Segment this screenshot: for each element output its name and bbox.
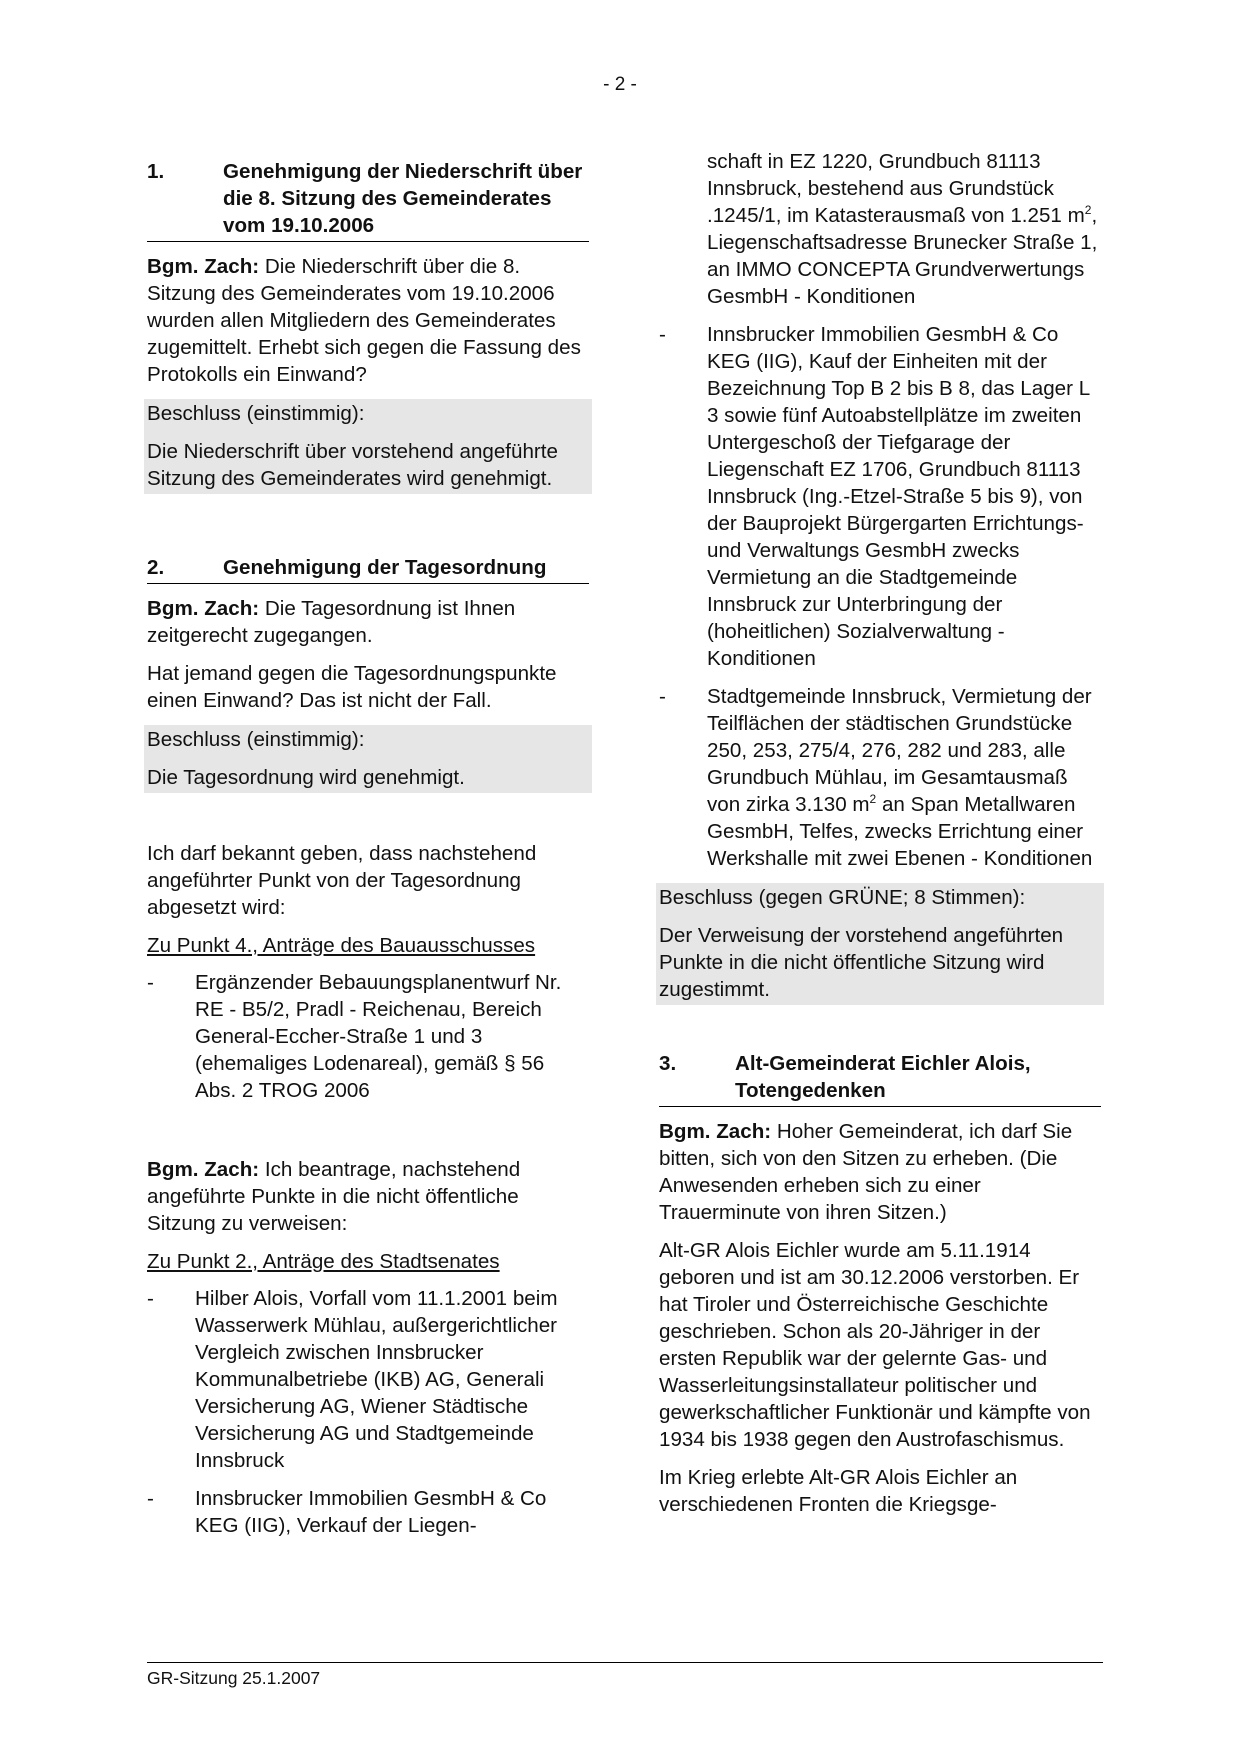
beschluss-label: Beschluss (einstimmig): — [147, 728, 365, 751]
list-item-text-part: Stadtgemeinde Innsbruck, Vermietung der Teilflächen der städtischen Grundstücke 250, 253, 275/4, 276, 282 und 283, alle Grundbuch Mühlau, im Gesamtausmaß von zirka 3.130 m — [707, 685, 1092, 816]
section-number: 3. — [659, 1052, 677, 1075]
paragraph-text: Hoher Gemeinderat, ich darf Sie bitten, sich von den Sitzen zu erheben. (Die Anwesenden erheben sich zu einer Trauerminute von ihren Sitzen.) — [659, 1120, 1073, 1224]
list-item — [659, 683, 1101, 872]
speaker-label: Bgm. Zach: — [147, 255, 260, 278]
paragraph — [147, 253, 589, 388]
footer-divider — [147, 1662, 1103, 1663]
list-item-text: Ergänzender Bebauungsplanentwurf Nr. RE - B5/2, Pradl - Reichenau, Bereich General-Eccher-Straße 1 und 3 (ehemaliges Lodenareal), gemäß § 56 Abs. 2 TROG 2006 — [195, 971, 562, 1102]
beschluss-box — [144, 399, 592, 494]
list-item-text: schaft in EZ 1220, Grundbuch 81113 Innsbruck, bestehend aus Grundstück .1245/1, im Katasterausmaß von 1.251 m — [707, 150, 1085, 227]
paragraph: Ich darf bekannt geben, dass nachstehend angeführter Punkt von der Tagesordnung abgesetzt wird: — [147, 842, 537, 919]
subheading-punkt-4: Zu Punkt 4., Anträge des Bauausschusses — [147, 934, 536, 957]
speaker-label: Bgm. Zach: — [147, 597, 260, 620]
dash-marker: - — [147, 1287, 154, 1310]
paragraph: Hat jemand gegen die Tagesordnungspunkte einen Einwand? Das ist nicht der Fall. — [147, 662, 557, 712]
list-item — [147, 969, 589, 1104]
paragraph — [659, 1118, 1101, 1226]
section-3-heading — [659, 1050, 1101, 1107]
section-2-heading — [147, 554, 589, 584]
paragraph-text: Die Tagesordnung ist Ihnen zeitgerecht zugegangen. — [147, 597, 516, 647]
footer: GR-Sitzung 25.1.2007 — [147, 1668, 321, 1688]
beschluss-box — [144, 725, 592, 793]
subheading-punkt-2: Zu Punkt 2., Anträge des Stadtsenates — [147, 1250, 500, 1273]
right-column — [659, 148, 1101, 1529]
dash-marker: - — [659, 323, 666, 346]
list-item-text — [707, 683, 1101, 872]
beschluss-text: Der Verweisung der vorstehend angeführten Punkte in die nicht öffentliche Sitzung wird zugestimmt. — [659, 924, 1064, 1001]
paragraph — [147, 1156, 589, 1237]
speaker-label: Bgm. Zach: — [147, 1158, 260, 1181]
section-number: 1. — [147, 160, 165, 183]
list-item-text: Hilber Alois, Vorfall vom 11.1.2001 beim Wasserwerk Mühlau, außergerichtlicher Vergleich zwischen Innsbrucker Kommunalbetriebe (IKB) AG, Generali Versicherung AG, Wiener Städtische Versicherung AG und Stadtgemeinde Innsbruck — [195, 1287, 558, 1472]
beschluss-label: Beschluss (gegen GRÜNE; 8 Stimmen): — [659, 886, 1026, 909]
superscript: 2 — [869, 792, 877, 807]
section-title: Genehmigung der Tagesordnung — [223, 556, 547, 579]
section-title: Alt-Gemeinderat Eichler Alois, Totengedenken — [735, 1052, 1031, 1102]
paragraph: Alt-GR Alois Eichler wurde am 5.11.1914 geboren und ist am 30.12.2006 verstorben. Er hat Tiroler und Österreichische Geschichte geschrieben. Schon als 20-Jähriger in der ersten Republik war der gelernte Gas- und Wasserleitungsinstallateur politischer und gewerkschaftlicher Funktionär und kämpfte von 1934 bis 1938 gegen den Austrofaschismus. — [659, 1239, 1091, 1451]
superscript: 2 — [1084, 203, 1092, 218]
list-item-continuation — [707, 148, 1101, 310]
list-item-text: , Liegenschaftsadresse Brunecker Straße 1, an IMMO CONCEPTA Grundverwertungs GesmbH - Konditionen — [707, 204, 1098, 308]
beschluss-text: Die Niederschrift über vorstehend angeführte Sitzung des Gemeinderates wird genehmigt. — [147, 440, 558, 490]
dash-marker: - — [659, 685, 666, 708]
beschluss-label: Beschluss (einstimmig): — [147, 402, 365, 425]
speaker-label: Bgm. Zach: — [659, 1120, 772, 1143]
list-item-text-part: an Span Metallwaren GesmbH, Telfes, zwecks Errichtung einer Werkshalle mit zwei Ebenen - Konditionen — [707, 793, 1093, 870]
list-item-text: Innsbrucker Immobilien GesmbH & Co KEG (IIG), Kauf der Einheiten mit der Bezeichnung Top B 2 bis B 8, das Lager L 3 sowie fünf Autoabstellplätze im zweiten Untergeschoß der Tiefgarage der Liegenschaft EZ 1706, Grundbuch 81113 Innsbruck (Ing.-Etzel-Straße 5 bis 9), von der Bauprojekt Bürgergarten Errichtungs- und Verwaltungs GesmbH zwecks Vermietung an die Stadtgemeinde Innsbruck zur Unterbringung der (hoheitlichen) Sozialverwaltung - Konditionen — [707, 323, 1090, 670]
dash-marker: - — [147, 971, 154, 994]
beschluss-text: Die Tagesordnung wird genehmigt. — [147, 766, 465, 789]
paragraph-text: Die Niederschrift über die 8. Sitzung des Gemeinderates vom 19.10.2006 wurden allen Mitgliedern des Gemeinderates zugemittelt. Erhebt sich gegen die Fassung des Protokolls ein Einwand? — [147, 255, 581, 386]
section-1-heading — [147, 158, 589, 242]
section-number: 2. — [147, 556, 165, 579]
left-column — [147, 158, 589, 1550]
list-item — [147, 1485, 589, 1539]
beschluss-box — [656, 883, 1104, 1005]
dash-marker: - — [147, 1487, 154, 1510]
paragraph-text: Ich beantrage, nachstehend angeführte Punkte in die nicht öffentliche Sitzung zu verweisen: — [147, 1158, 521, 1235]
paragraph — [147, 595, 589, 649]
section-title: Genehmigung der Niederschrift über die 8. Sitzung des Gemeinderates vom 19.10.2006 — [223, 160, 583, 237]
list-item — [659, 321, 1101, 672]
paragraph: Im Krieg erlebte Alt-GR Alois Eichler an verschiedenen Fronten die Kriegsge- — [659, 1466, 1018, 1516]
list-item — [147, 1285, 589, 1474]
page-number: - 2 - — [603, 74, 637, 95]
list-item-text: Innsbrucker Immobilien GesmbH & Co KEG (IIG), Verkauf der Liegen- — [195, 1487, 547, 1537]
